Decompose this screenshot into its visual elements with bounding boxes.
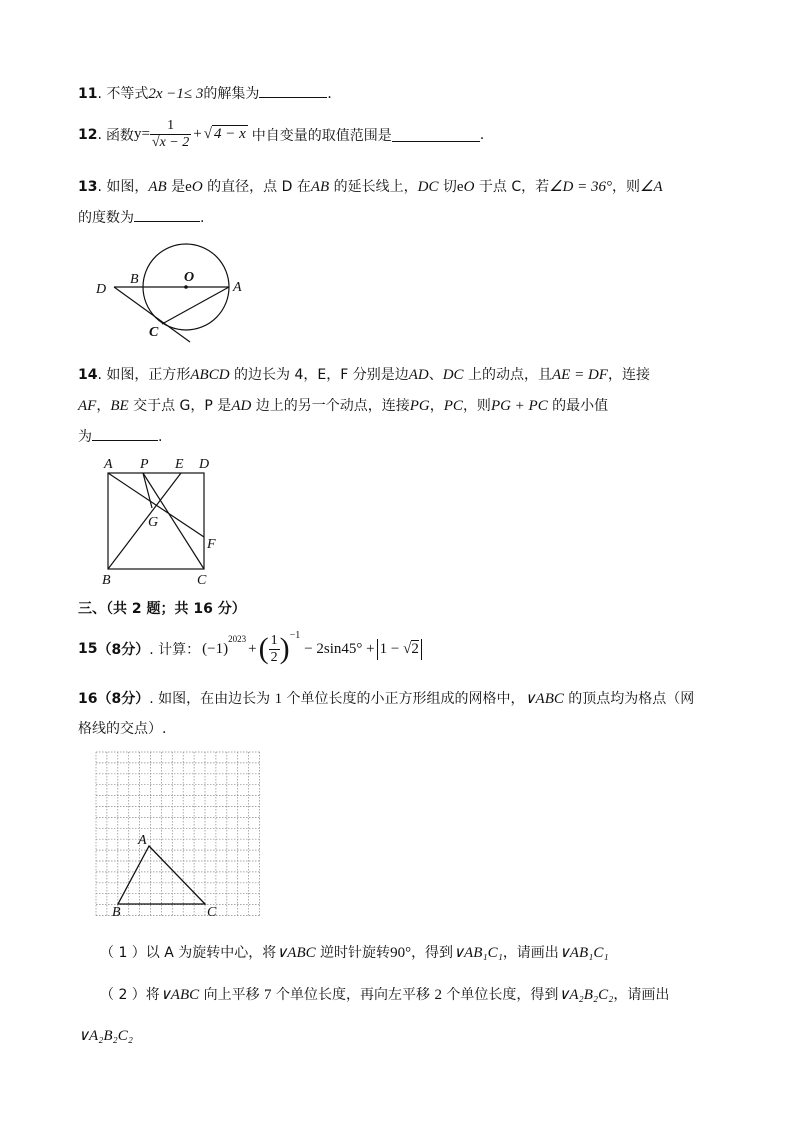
question-text-runs xyxy=(100,945,609,961)
question-15 xyxy=(78,626,422,672)
question-text: （ 2 ）将 xyxy=(100,987,160,1003)
plus-sign: + xyxy=(248,640,257,657)
segment-be xyxy=(108,473,181,569)
label-d: D xyxy=(199,457,210,472)
math-text: ∠D = 36° xyxy=(549,179,613,195)
question-score: （8分） xyxy=(97,642,150,658)
question-13-line-2 xyxy=(78,207,204,227)
math-text: AB xyxy=(310,179,330,195)
question-text: （ 1 ）以 A 为旋转中心，将 xyxy=(100,945,277,961)
exponent: −1 xyxy=(289,630,301,641)
section-3-heading: 三、（共 2 题；共 16 分） xyxy=(78,601,246,617)
question-text: 逆时针旋转 xyxy=(315,945,391,961)
math-text: ∠A xyxy=(640,179,663,195)
square-root: √ 4 − x xyxy=(203,126,246,142)
math-text: AF xyxy=(78,398,97,414)
question-text-runs xyxy=(100,987,669,1003)
question-number: 15 xyxy=(78,641,98,657)
question-text: ， xyxy=(429,398,444,414)
math-text: ∨ABC xyxy=(159,987,200,1003)
math-text: AE = DF xyxy=(552,367,608,383)
question-text: 的度数为 xyxy=(78,210,134,226)
question-text: 不等式 xyxy=(106,86,149,102)
question-text: ，得到 xyxy=(411,945,454,961)
question-text: 个单位长度的小正方形组成的网格中， xyxy=(282,691,525,707)
question-text: 切 xyxy=(438,179,457,195)
question-text: 的解集为 xyxy=(203,86,260,102)
answer-blank[interactable] xyxy=(92,426,158,441)
math-text: ∨A₂B₂C₂ xyxy=(558,987,614,1003)
fraction-denominator: 2 xyxy=(270,649,278,665)
label-c: C xyxy=(197,573,207,588)
question-14-line-1 xyxy=(78,364,650,384)
question-text-runs xyxy=(149,691,694,707)
function-name: y xyxy=(133,126,142,142)
center-point-o xyxy=(184,285,188,289)
label-a: A xyxy=(233,280,242,295)
question-16-line-1 xyxy=(78,688,694,708)
fraction xyxy=(150,118,191,151)
question-end: . xyxy=(200,210,205,226)
question-dot: . xyxy=(97,367,102,383)
fraction-half xyxy=(269,633,280,666)
math-text: PG xyxy=(409,398,430,414)
answer-blank[interactable] xyxy=(259,83,327,98)
fraction-numerator: 1 xyxy=(270,632,278,648)
question-number: 16 xyxy=(78,691,98,707)
math-text: ABCD xyxy=(190,367,230,383)
label-g: G xyxy=(148,515,159,530)
question-end: ． xyxy=(327,86,342,102)
question-text: . 如图，在由边长为 xyxy=(149,691,275,707)
question-text: 如图，正方形 xyxy=(106,367,191,383)
math-text: O xyxy=(463,179,475,195)
question-14-line-2 xyxy=(78,395,608,415)
circle-tangent-figure xyxy=(90,238,260,348)
label-c: C xyxy=(149,325,159,340)
equals-sign: = xyxy=(141,126,150,142)
math-text: ∨ABC xyxy=(524,691,564,707)
question-text: ， xyxy=(96,398,111,414)
question-text: 的最小值 xyxy=(547,398,609,414)
math-text: PG + PC xyxy=(490,398,548,414)
question-text: ，请画出 xyxy=(502,945,559,961)
question-text-runs xyxy=(78,398,608,414)
left-paren: ( xyxy=(258,632,269,665)
question-text: 中自变量的取值范围是 xyxy=(251,127,392,144)
math-text: DC xyxy=(417,179,439,195)
question-text: 上的动点，且 xyxy=(463,367,553,383)
question-label: . 计算： xyxy=(149,642,201,658)
label-b: B xyxy=(130,272,139,287)
math-roman: e xyxy=(456,179,464,195)
math-text: O xyxy=(191,179,203,195)
math-text: PC xyxy=(443,398,463,414)
question-text: 函数 xyxy=(105,127,134,144)
fraction-denominator: √x − 2 xyxy=(151,135,190,150)
question-text: 个单位长度，得到 xyxy=(441,987,559,1003)
label-o: O xyxy=(184,270,195,285)
question-number: 11 xyxy=(78,86,98,102)
label-b: B xyxy=(112,905,121,920)
math-roman: 2 xyxy=(434,987,442,1003)
label-a: A xyxy=(138,833,147,848)
question-text: 的延长线上， xyxy=(329,179,418,195)
math-roman: 7 xyxy=(264,987,272,1003)
math-roman: e xyxy=(185,179,192,195)
question-number: 13 xyxy=(78,179,98,195)
question-number: 14 xyxy=(78,367,98,383)
question-dot: . xyxy=(97,126,102,143)
label-b: B xyxy=(102,573,111,588)
square-figure xyxy=(98,454,228,588)
radicand: 4 − x xyxy=(213,126,246,142)
question-text: 于点 C，若 xyxy=(474,179,550,195)
question-end: . xyxy=(158,429,163,445)
math-text: BE xyxy=(110,398,129,414)
label-f: F xyxy=(207,537,216,552)
fraction-numerator: 1 xyxy=(167,118,175,133)
question-score: （8分） xyxy=(97,691,150,707)
question-text: 为 xyxy=(78,429,92,445)
label-e: E xyxy=(175,457,184,472)
question-text: 的顶点均为格点（网 xyxy=(563,691,695,707)
math-text: ∨AB₁C₁ xyxy=(558,945,609,961)
question-16-sub-1 xyxy=(100,942,609,962)
label-a: A xyxy=(104,457,113,472)
question-text: 格线的交点）. xyxy=(78,721,167,737)
question-dot: . xyxy=(97,86,102,102)
question-text-runs xyxy=(106,367,650,383)
chord-ac xyxy=(162,287,229,324)
question-14-line-3 xyxy=(78,426,162,446)
inequality-expression: 2x −1≤ 3 xyxy=(148,86,204,102)
math-roman: 1 xyxy=(274,691,283,707)
question-text: ，连接 xyxy=(607,367,650,383)
term-power: (−1) xyxy=(202,640,229,657)
grid-lines xyxy=(96,752,260,916)
answer-blank[interactable] xyxy=(392,127,480,142)
segment-pg xyxy=(143,473,152,508)
question-text: 的直径，点 D 在 xyxy=(202,179,311,195)
label-c: C xyxy=(207,905,217,920)
question-12 xyxy=(78,118,484,151)
question-text: 个单位长度，再向左平移 xyxy=(271,987,435,1003)
question-text: ，则 xyxy=(462,398,491,414)
question-dot: . xyxy=(97,179,102,195)
question-11 xyxy=(78,83,341,103)
math-text: DC xyxy=(442,367,464,383)
question-16-sub-2-line-2: ∨A₂B₂C₂ xyxy=(78,1028,133,1044)
answer-blank[interactable] xyxy=(134,207,200,222)
question-16-line-2 xyxy=(78,718,166,738)
question-text: 交于点 G，P 是 xyxy=(128,398,232,414)
expression-rest: − 2sin45° + xyxy=(304,640,375,657)
question-text: 边上的另一个动点，连接 xyxy=(251,398,410,414)
math-text: ∨AB₁C₁ xyxy=(453,945,503,961)
question-number: 12 xyxy=(78,126,98,143)
question-end: . xyxy=(479,126,485,143)
math-text: AD xyxy=(408,367,429,383)
math-text: AB xyxy=(148,179,167,195)
question-13-line-1 xyxy=(78,176,663,196)
question-text: ，请画出 xyxy=(613,987,670,1003)
question-text: 如图， xyxy=(106,179,149,195)
exponent: 2023 xyxy=(228,634,247,644)
right-paren: ) xyxy=(279,632,290,665)
absolute-value: 1 − √2 xyxy=(377,639,422,660)
grid-figure xyxy=(90,748,270,920)
question-text: 向上平移 xyxy=(199,987,265,1003)
math-roman: 90° xyxy=(390,945,412,961)
label-d: D xyxy=(96,282,107,297)
question-text-runs xyxy=(106,179,662,195)
question-16-sub-2 xyxy=(100,984,669,1004)
math-text: AD xyxy=(231,398,252,414)
label-p: P xyxy=(140,457,149,472)
question-text: 是 xyxy=(166,179,186,195)
plus-sign: + xyxy=(193,126,202,142)
question-text: ，则 xyxy=(612,179,641,195)
math-text: ∨ABC xyxy=(276,945,316,961)
question-text: 、 xyxy=(428,367,443,383)
question-text: 的边长为 4，E，F 分别是边 xyxy=(229,367,409,383)
